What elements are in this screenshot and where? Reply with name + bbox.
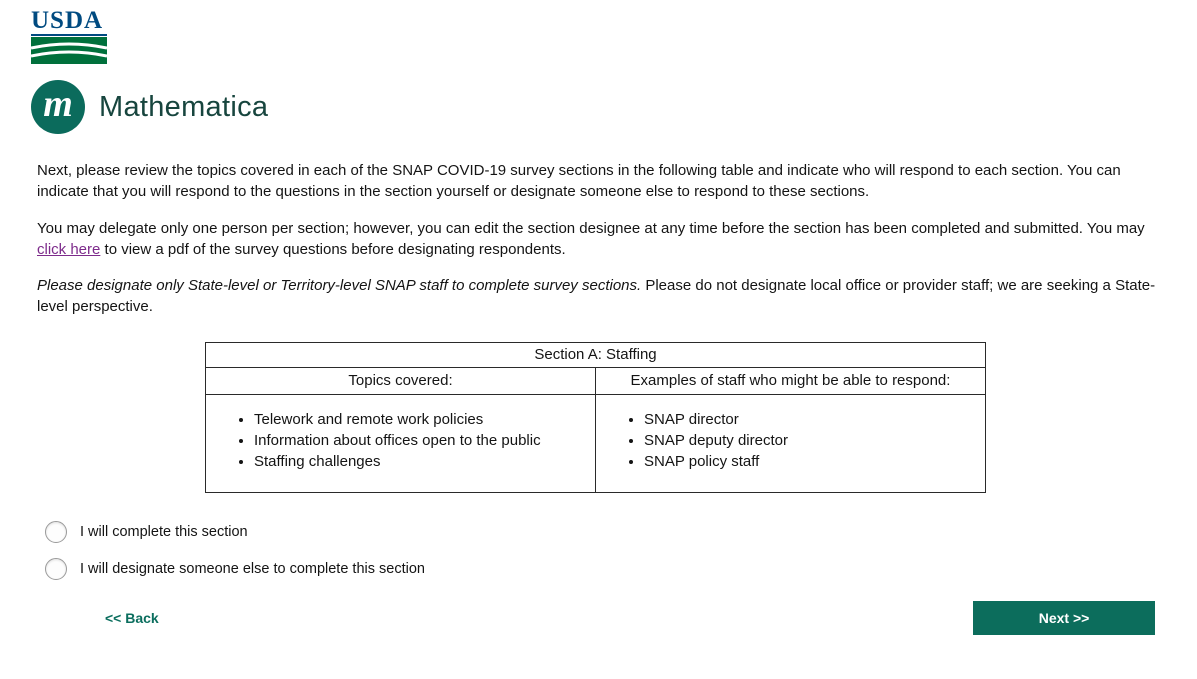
option-designate-someone[interactable]: [45, 558, 1197, 580]
pdf-preview-link[interactable]: click here: [37, 240, 101, 258]
intro-paragraph-2: [37, 218, 1160, 261]
radio-designate-someone[interactable]: [45, 558, 67, 580]
mathematica-monogram-letter: m: [43, 83, 73, 125]
next-button[interactable]: Next >>: [973, 601, 1155, 635]
option-complete-myself-label[interactable]: I will complete this section: [80, 523, 248, 540]
staff-examples-list: [604, 411, 977, 471]
respondent-options: [45, 521, 1197, 580]
topic-item: • Staffing challenges: [254, 453, 587, 471]
staff-examples-cell: [596, 394, 986, 492]
topic-item: • Telework and remote work policies: [254, 411, 587, 429]
intro-paragraph-1: [37, 160, 1160, 203]
intro-text: [37, 160, 1160, 318]
intro-paragraph-1-text: Next, please review the topics covered in each of the SNAP COVID-19 survey sections in the following table and indicate who will respond to each section. You can indicate that you will respond to the questions in the section yourself or designate someone else to respond to these sections.: [37, 162, 1121, 201]
staff-example-item: • SNAP deputy director: [644, 432, 977, 450]
mathematica-monogram-icon: [31, 80, 85, 134]
section-title-row: [206, 342, 986, 367]
intro-paragraph-2-before: You may delegate only one person per section; however, you can edit the section designee at any time before the section has been completed and submitted. You may: [37, 219, 1145, 237]
table-header-row: [206, 367, 986, 394]
option-complete-myself[interactable]: [45, 521, 1197, 543]
staff-example-item: • SNAP policy staff: [644, 453, 977, 471]
topic-item: • Information about offices open to the public: [254, 432, 587, 450]
intro-paragraph-3-rest: Please do not designate local office or provider staff; we are seeking a State-level perspective.: [37, 277, 1156, 316]
staff-example-item: • SNAP director: [644, 411, 977, 429]
intro-paragraph-3-italic: Please designate only State-level or Territory-level SNAP staff to complete survey sections.: [37, 277, 642, 295]
section-title: Section A: Staffing: [206, 342, 986, 367]
section-a-table: [205, 342, 986, 493]
usda-symbol-icon: [31, 37, 107, 64]
back-button[interactable]: << Back: [105, 610, 159, 626]
topics-covered-header: Topics covered:: [206, 367, 596, 394]
mathematica-wordmark: Mathematica: [99, 90, 269, 123]
table-content-row: [206, 394, 986, 492]
staff-examples-header: Examples of staff who might be able to respond:: [596, 367, 986, 394]
mathematica-logo: [31, 80, 1197, 134]
topics-covered-cell: [206, 394, 596, 492]
radio-complete-myself[interactable]: [45, 521, 67, 543]
intro-paragraph-2-after: to view a pdf of the survey questions before designating respondents.: [100, 240, 566, 258]
topics-list: [214, 411, 587, 471]
usda-logo: [31, 8, 107, 64]
usda-logo-text: USDA: [31, 8, 107, 36]
footer-navigation: [0, 601, 1197, 635]
option-designate-someone-label[interactable]: I will designate someone else to complete this section: [80, 560, 425, 577]
intro-paragraph-3: [37, 275, 1160, 318]
